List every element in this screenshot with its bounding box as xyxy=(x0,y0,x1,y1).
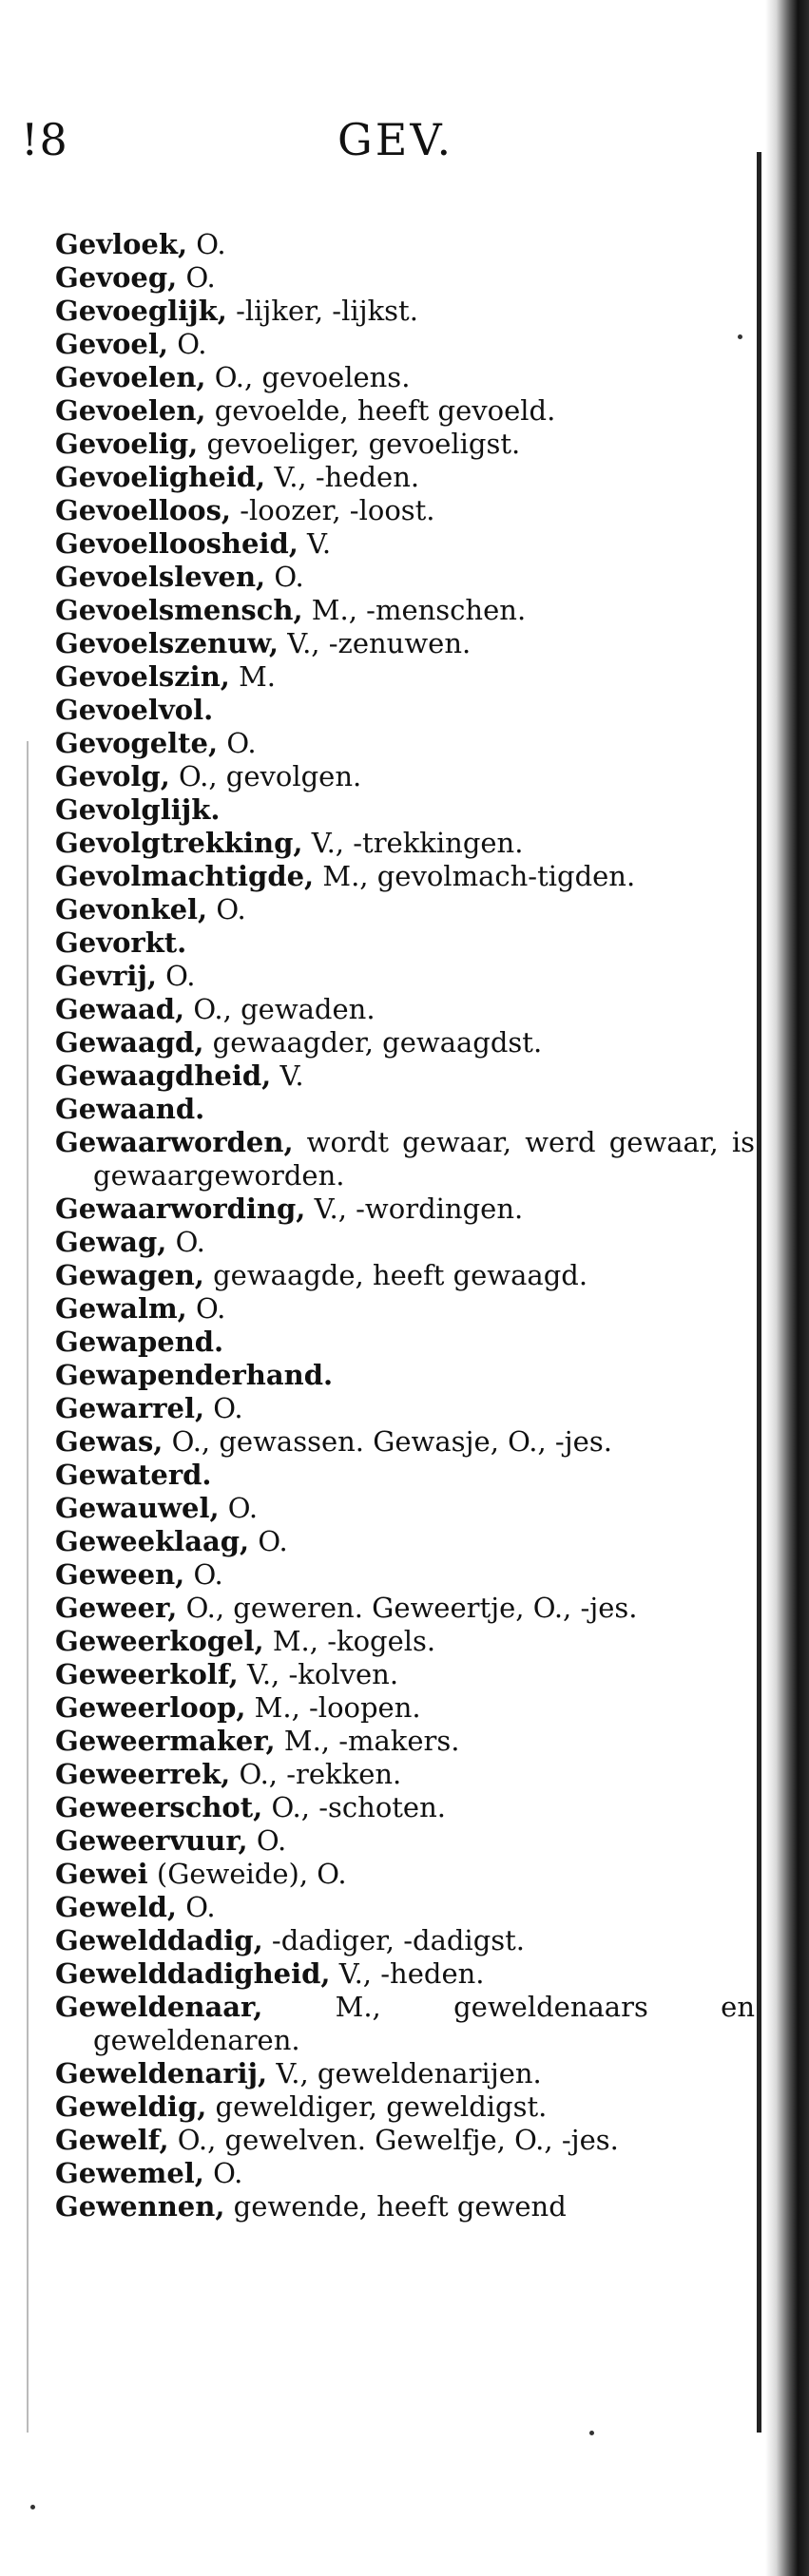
dictionary-entry xyxy=(55,694,755,727)
entry-headword: Geweerkogel, xyxy=(55,1625,264,1657)
entry-inflection: geweldiger, geweldigst. xyxy=(206,2090,548,2123)
dictionary-entry xyxy=(55,1858,755,1891)
dictionary-entry xyxy=(55,893,755,926)
dictionary-entry xyxy=(55,1359,755,1392)
dictionary-entry xyxy=(55,1126,755,1193)
entry-headword: Geweldenarij, xyxy=(55,2057,268,2089)
dictionary-entry xyxy=(55,2057,755,2090)
entry-inflection: M., geweldenaars en geweldenaren. xyxy=(93,1991,755,2056)
entry-inflection: O. xyxy=(207,893,246,925)
entry-inflection: O., -schoten. xyxy=(262,1791,446,1823)
dictionary-entry xyxy=(55,1525,755,1558)
entry-headword: Gevoelsmensch, xyxy=(55,594,303,626)
entry-inflection: O. xyxy=(247,1824,287,1857)
entry-headword: Geweld, xyxy=(55,1891,178,1923)
entry-inflection: V., -wordingen. xyxy=(305,1193,524,1225)
entry-inflection: O. xyxy=(177,1891,216,1923)
dictionary-entry xyxy=(55,1791,755,1824)
dictionary-entry xyxy=(55,1691,755,1725)
entry-inflection: O. xyxy=(156,960,196,992)
entry-headword: Gewag, xyxy=(55,1226,167,1258)
dictionary-entry xyxy=(55,827,755,860)
dictionary-entry xyxy=(55,428,755,461)
entry-inflection: V., -trekkingen. xyxy=(302,827,524,859)
spine-line xyxy=(757,152,761,2433)
entry-headword: Gevoelen, xyxy=(55,394,206,427)
dictionary-entry xyxy=(55,1758,755,1791)
entry-headword: Gewas, xyxy=(55,1425,164,1458)
dictionary-entry xyxy=(55,727,755,760)
entry-headword: Gevolglijk. xyxy=(55,793,221,826)
entry-inflection: M., gevolmach-tigden. xyxy=(314,860,636,892)
entry-headword: Geweldenaar, xyxy=(55,1991,263,2023)
entry-inflection: O., -rekken. xyxy=(230,1758,402,1790)
dictionary-entry xyxy=(55,1891,755,1924)
entry-inflection: O. xyxy=(265,561,304,593)
entry-headword: Gewarrel, xyxy=(55,1392,205,1424)
left-margin-rule xyxy=(27,741,29,2433)
entry-headword: Geween, xyxy=(55,1558,185,1591)
dictionary-entry xyxy=(55,1226,755,1259)
entry-headword: Gewemel, xyxy=(55,2157,204,2189)
entry-headword: Gevogelte, xyxy=(55,727,219,759)
entry-headword: Gevoeglijk, xyxy=(55,295,227,327)
dictionary-entry xyxy=(55,627,755,660)
entry-headword: Geweermaker, xyxy=(55,1725,276,1757)
dictionary-entry xyxy=(55,228,755,261)
entry-headword: Gewaarworden, xyxy=(55,1126,294,1158)
entry-inflection: V. xyxy=(298,527,332,560)
dictionary-entry xyxy=(55,1725,755,1758)
dictionary-entry xyxy=(55,1059,755,1093)
entry-headword: Gewaterd. xyxy=(55,1459,212,1491)
entry-inflection: V., geweldenarijen. xyxy=(267,2057,542,2089)
entry-inflection: V., -kolven. xyxy=(238,1658,399,1690)
dictionary-entry xyxy=(55,1026,755,1059)
entry-inflection: O., gewelven. Gewelfje, O., -jes. xyxy=(168,2124,619,2156)
entry-inflection: V. xyxy=(271,1059,304,1092)
dictionary-entries xyxy=(55,228,755,2223)
entry-inflection: V., -heden. xyxy=(330,1957,485,1990)
dictionary-entry xyxy=(55,960,755,993)
dictionary-entry xyxy=(55,793,755,827)
entry-inflection: gewende, heeft gewend xyxy=(224,2190,567,2223)
entry-headword: Geweerkolf, xyxy=(55,1658,239,1690)
entry-inflection: gevoeliger, gevoeligst. xyxy=(198,428,521,460)
dictionary-entry xyxy=(55,1193,755,1226)
dictionary-entry xyxy=(55,261,755,295)
entry-headword: Gevolgtrekking, xyxy=(55,827,303,859)
dictionary-entry xyxy=(55,2124,755,2157)
entry-headword: Gewaagdheid, xyxy=(55,1059,272,1092)
entry-headword: Gevoelloosheid, xyxy=(55,527,299,560)
dictionary-entry xyxy=(55,1259,755,1292)
entry-inflection: gewaagde, heeft gewaagd. xyxy=(203,1259,588,1291)
entry-headword: Gevolmachtigde, xyxy=(55,860,315,892)
running-head: GEV. xyxy=(337,114,454,165)
entry-inflection: -loozer, -loost. xyxy=(231,494,435,526)
entry-inflection: O. xyxy=(167,328,207,360)
dictionary-entry xyxy=(55,860,755,893)
entry-headword: Gevonkel, xyxy=(55,893,208,925)
entry-headword: Gewennen, xyxy=(55,2190,225,2223)
entry-inflection: O. xyxy=(203,2157,243,2189)
dictionary-entry xyxy=(55,1558,755,1592)
entry-inflection: O., geweren. Geweertje, O., -jes. xyxy=(177,1592,638,1624)
book-spine-edge xyxy=(765,0,809,2576)
dictionary-entry xyxy=(55,527,755,561)
entry-headword: Gevoelig, xyxy=(55,428,199,460)
dictionary-entry xyxy=(55,1625,755,1658)
entry-inflection: (Geweide), O. xyxy=(147,1858,347,1890)
dictionary-entry xyxy=(55,594,755,627)
dictionary-entry xyxy=(55,1658,755,1691)
entry-headword: Geweerrek, xyxy=(55,1758,231,1790)
entry-headword: Gewelddadig, xyxy=(55,1924,263,1956)
entry-inflection: O. xyxy=(184,1558,223,1591)
dictionary-entry xyxy=(55,1824,755,1858)
margin-speck xyxy=(589,2431,594,2435)
dictionary-entry xyxy=(55,1924,755,1957)
page-number: !8 xyxy=(21,114,68,165)
entry-headword: Geweeklaag, xyxy=(55,1525,250,1557)
dictionary-entry xyxy=(55,1592,755,1625)
entry-inflection: O. xyxy=(204,1392,243,1424)
dictionary-entry xyxy=(55,660,755,694)
dictionary-entry xyxy=(55,1459,755,1492)
entry-headword: Gevoeligheid, xyxy=(55,461,266,493)
entry-inflection: gewaagder, gewaagdst. xyxy=(203,1026,543,1059)
dictionary-entry xyxy=(55,494,755,527)
entry-headword: Gewaand. xyxy=(55,1093,205,1125)
entry-headword: Gevolg, xyxy=(55,760,170,792)
entry-headword: Geweerschot, xyxy=(55,1791,263,1823)
dictionary-entry xyxy=(55,1326,755,1359)
entry-headword: Gevorkt. xyxy=(55,926,187,959)
entry-inflection: O. xyxy=(218,727,257,759)
dictionary-entry xyxy=(55,1492,755,1525)
entry-headword: Geweervuur, xyxy=(55,1824,248,1857)
entry-headword: Gevoel, xyxy=(55,328,168,360)
entry-headword: Geweldig, xyxy=(55,2090,207,2123)
dictionary-entry xyxy=(55,561,755,594)
entry-inflection: O. xyxy=(177,261,216,294)
entry-inflection: O., gevolgen. xyxy=(169,760,362,792)
entry-inflection: O., gewaden. xyxy=(184,993,376,1025)
entry-headword: Gevrij, xyxy=(55,960,157,992)
dictionary-entry xyxy=(55,1093,755,1126)
entry-headword: Gevoelen, xyxy=(55,361,206,393)
entry-headword: Gewauwel, xyxy=(55,1492,220,1524)
entry-inflection: M., -makers. xyxy=(275,1725,460,1757)
dictionary-entry xyxy=(55,394,755,428)
dictionary-entry xyxy=(55,1392,755,1425)
entry-headword: Gewapend. xyxy=(55,1326,224,1358)
entry-headword: Gevoelsleven, xyxy=(55,561,266,593)
entry-headword: Gewaagd, xyxy=(55,1026,204,1059)
entry-headword: Gevoelszin, xyxy=(55,660,230,693)
dictionary-entry xyxy=(55,1957,755,1991)
entry-inflection: V., -heden. xyxy=(265,461,420,493)
entry-inflection: wordt gewaar, werd gewaar, is gewaargeworden. xyxy=(93,1126,755,1192)
entry-inflection: O., gewassen. Gewasje, O., -jes. xyxy=(163,1425,612,1458)
dictionary-entry xyxy=(55,760,755,793)
entry-inflection: O. xyxy=(166,1226,205,1258)
entry-inflection: O. xyxy=(249,1525,288,1557)
entry-headword: Gevoelszenuw, xyxy=(55,627,279,659)
entry-inflection: O. xyxy=(186,1292,226,1325)
entry-inflection: -lijker, -lijkst. xyxy=(226,295,418,327)
entry-inflection: M., -menschen. xyxy=(302,594,527,626)
entry-headword: Gewalm, xyxy=(55,1292,187,1325)
entry-headword: Geweerloop, xyxy=(55,1691,246,1724)
entry-headword: Gevoelloos, xyxy=(55,494,232,526)
entry-headword: Geweer, xyxy=(55,1592,178,1624)
entry-inflection: O. xyxy=(187,228,226,260)
entry-headword: Gevloek, xyxy=(55,228,188,260)
dictionary-entry xyxy=(55,1991,755,2057)
entry-headword: Gewaad, xyxy=(55,993,185,1025)
dictionary-entry xyxy=(55,1425,755,1459)
entry-headword: Gewelf, xyxy=(55,2124,169,2156)
entry-headword: Gewei xyxy=(55,1858,148,1890)
entry-inflection: V., -zenuwen. xyxy=(279,627,472,659)
dictionary-entry xyxy=(55,2190,755,2223)
entry-headword: Gewapenderhand. xyxy=(55,1359,334,1391)
entry-inflection: O., gevoelens. xyxy=(205,361,411,393)
entry-inflection: M., -loopen. xyxy=(245,1691,421,1724)
entry-headword: Gevoeg, xyxy=(55,261,178,294)
dictionary-entry xyxy=(55,361,755,394)
entry-headword: Gewaarwording, xyxy=(55,1193,306,1225)
entry-inflection: M. xyxy=(229,660,277,693)
entry-headword: Gewagen, xyxy=(55,1259,204,1291)
entry-inflection: -dadiger, -dadigst. xyxy=(262,1924,526,1956)
entry-inflection: M., -kogels. xyxy=(263,1625,436,1657)
margin-speck xyxy=(30,2505,35,2509)
entry-inflection: O. xyxy=(219,1492,259,1524)
dictionary-entry xyxy=(55,328,755,361)
entry-headword: Gewelddadigheid, xyxy=(55,1957,331,1990)
dictionary-entry xyxy=(55,2090,755,2124)
dictionary-entry xyxy=(55,1292,755,1326)
dictionary-entry xyxy=(55,993,755,1026)
dictionary-entry xyxy=(55,926,755,960)
dictionary-entry xyxy=(55,461,755,494)
entry-headword: Gevoelvol. xyxy=(55,694,214,726)
entry-inflection: gevoelde, heeft gevoeld. xyxy=(205,394,556,427)
dictionary-entry xyxy=(55,295,755,328)
dictionary-entry xyxy=(55,2157,755,2190)
